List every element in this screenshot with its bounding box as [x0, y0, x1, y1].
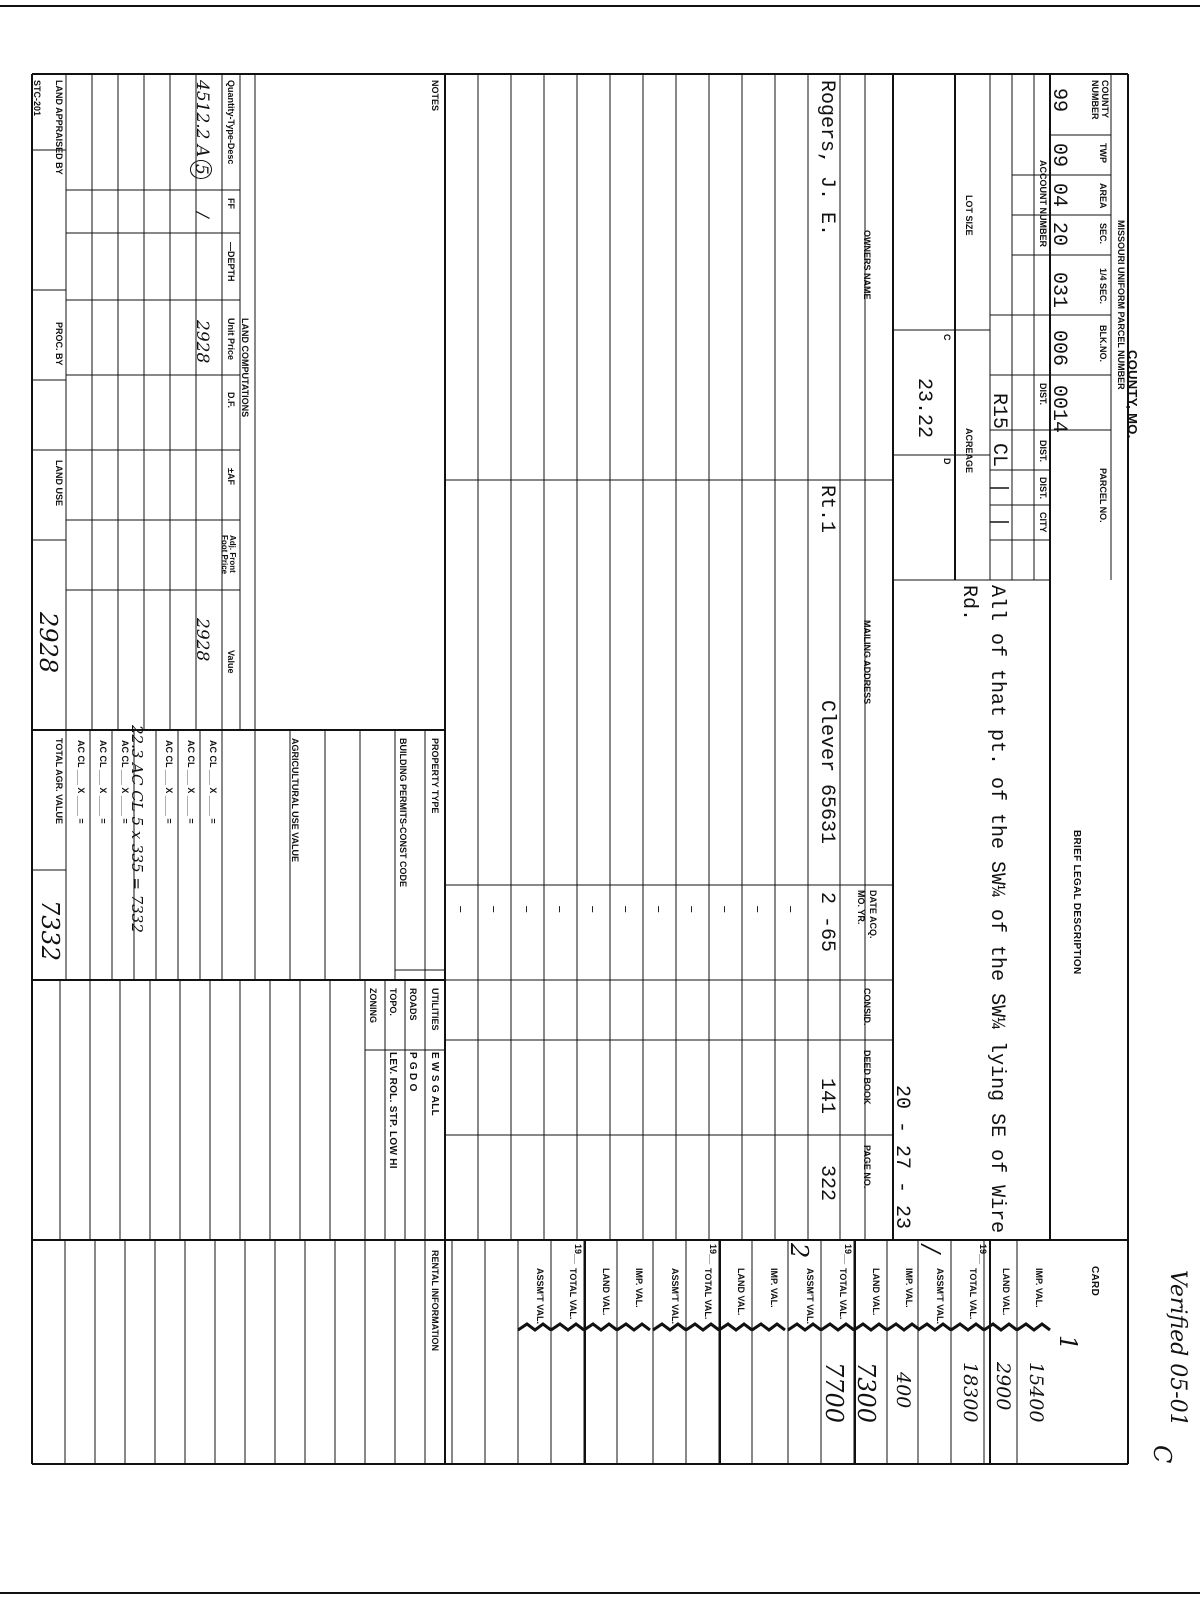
- year-label: 19__: [843, 1244, 853, 1265]
- group1-total-val: 18300: [959, 1362, 981, 1423]
- value-row-label: IMP. VAL.: [1034, 1268, 1044, 1308]
- value-row-label: LAND VAL.: [736, 1268, 746, 1316]
- land-appraised-label: LAND APPRAISED BY: [54, 80, 64, 175]
- group1-mark: /: [917, 1245, 945, 1254]
- date-tick: –: [782, 905, 798, 914]
- county-title: COUNTY, MO.: [1125, 350, 1140, 439]
- dist-value-3: |: [987, 482, 1010, 495]
- land-row1-desc: 4512.2 A: [192, 80, 212, 158]
- roads-options: P G D O: [407, 1052, 418, 1092]
- account-number-label: ACCOUNT NUMBER: [1038, 160, 1048, 247]
- county-number: 99: [1047, 88, 1070, 113]
- legal-description-line2: Rd.: [957, 585, 980, 622]
- value-row-label: LAND VAL.: [871, 1268, 881, 1316]
- zigzag-divider: [653, 1324, 686, 1330]
- ac-cl-line: AC CL ___ X ____ =: [76, 740, 86, 824]
- total-land-value: 2928: [34, 612, 62, 674]
- city-value: |: [987, 516, 1010, 529]
- group1-imp-val: 15400: [1025, 1362, 1047, 1423]
- ac-cl-line: AC CL ___ X ____ =: [208, 740, 218, 824]
- date-tick: –: [485, 905, 501, 914]
- date-acquired: 2 -65: [815, 892, 838, 953]
- rental-label: RENTAL INFORMATION: [430, 1250, 440, 1351]
- uniform-parcel-title: MISSOURI UNIFORM PARCEL NUMBER: [1116, 220, 1126, 390]
- owner-city-zip: Clever 65631: [815, 700, 838, 845]
- margin-corner: C: [1148, 1445, 1176, 1464]
- quarter-sec-number: 031: [1047, 272, 1070, 309]
- ac-cl-line: AC CL ___ X ____ =: [98, 740, 108, 824]
- notes-label: NOTES: [430, 80, 440, 112]
- acreage-value: 23.22: [912, 378, 935, 439]
- topo-options: LEV. ROL. STP. LOW HI: [387, 1052, 398, 1169]
- page-number: 322: [815, 1165, 838, 1202]
- consid-label: CONSID.: [862, 988, 872, 1026]
- owners-name-label: OWNERS NAME: [862, 230, 872, 300]
- zigzag-divider: [719, 1324, 752, 1330]
- total-agr-label: TOTAL AGR. VALUE: [54, 738, 64, 825]
- group2-mark: 2: [785, 1243, 813, 1259]
- corner-d: D: [942, 458, 952, 465]
- date-tick: –: [683, 905, 699, 914]
- value-row-label: TOTAL VAL.: [703, 1268, 713, 1320]
- land-computations-label: LAND COMPUTATIONS: [240, 318, 250, 418]
- total-agr-value: 7332: [36, 900, 64, 962]
- date-tick: –: [551, 905, 567, 914]
- zigzag-divider: [1017, 1324, 1050, 1330]
- zigzag-divider: [821, 1324, 854, 1330]
- ac-cl-line: AC CL ___ X ____ =: [164, 740, 174, 824]
- value-row-label: ASSM'T VAL.: [935, 1268, 945, 1324]
- zigzag-divider: [518, 1324, 551, 1330]
- sec-label: SEC.: [1098, 223, 1108, 245]
- zigzag-divider: [752, 1324, 785, 1330]
- land-row1-unit-price: 2928: [192, 320, 212, 364]
- date-tick: –: [584, 905, 600, 914]
- ac-cl-line: AC CL ___ X ____ =: [120, 740, 130, 824]
- value-row-label: LAND VAL.: [1001, 1268, 1011, 1316]
- date-tick: –: [452, 905, 468, 914]
- dist-value-2: CL: [987, 443, 1010, 468]
- value-row-label: TOTAL VAL.: [838, 1268, 848, 1320]
- af-label: ±AF: [226, 468, 236, 485]
- value-row-label: IMP. VAL.: [904, 1268, 914, 1308]
- zigzag-divider: [918, 1324, 951, 1330]
- blk-number: 006: [1047, 330, 1070, 367]
- date-acq-label: DATE ACQ.: [868, 890, 878, 939]
- zigzag-divider: [984, 1324, 1017, 1330]
- margin-note: Verified 05-01: [1165, 1270, 1190, 1427]
- date-tick: –: [518, 905, 534, 914]
- value-row-label: ASSM'T VAL.: [670, 1268, 680, 1324]
- date-tick: –: [749, 905, 765, 914]
- mo-yr-label: MO. YR.: [856, 890, 866, 925]
- card-number: 1: [1054, 1335, 1082, 1351]
- year-label: 19__: [978, 1244, 988, 1265]
- page-no-label: PAGE NO.: [862, 1145, 872, 1189]
- area-label: AREA: [1098, 183, 1108, 209]
- lot-size-label: LOT SIZE: [964, 195, 974, 236]
- deed-book: 141: [815, 1078, 838, 1115]
- date-tick: –: [716, 905, 732, 914]
- value-row-label: LAND VAL.: [601, 1268, 611, 1316]
- brief-legal-label: BRIEF LEGAL DESCRIPTION: [1071, 830, 1082, 975]
- value-row-label: ASSM'T VAL.: [535, 1268, 545, 1324]
- section-township-range: 20 - 27 - 23: [890, 1085, 913, 1230]
- value-label: Value: [226, 650, 236, 674]
- building-permits-label: BUILDING PERMITS-CONST CODE: [398, 738, 408, 888]
- dist-label-3: DIST.: [1038, 477, 1048, 500]
- deed-book-label: DEED BOOK: [862, 1050, 872, 1105]
- group2-total-val: 7700: [820, 1362, 848, 1424]
- acreage-label: ACREAGE: [964, 428, 974, 474]
- unit-price-label: Unit Price: [226, 318, 236, 361]
- value-row-label: ASSM'T VAL.: [805, 1268, 815, 1324]
- value-row-label: IMP. VAL.: [769, 1268, 779, 1308]
- date-tick: –: [617, 905, 633, 914]
- land-row1-circle: 5: [190, 160, 212, 179]
- date-tick: –: [650, 905, 666, 914]
- year-label: 19__: [573, 1244, 583, 1265]
- group2-land-val: 7300: [852, 1362, 880, 1424]
- city-label: CITY: [1038, 512, 1048, 533]
- land-row1-value: 2928: [192, 618, 212, 662]
- owner-name: Rogers, J. E.: [815, 80, 838, 237]
- zigzag-divider: [686, 1324, 719, 1330]
- form-number: STC-201: [32, 80, 42, 117]
- df-label: D.F.: [226, 392, 236, 409]
- mailing-address-label: MAILING ADDRESS: [862, 620, 872, 705]
- owner-route: Rt.1: [815, 485, 838, 534]
- twp-label: TWP: [1098, 143, 1108, 163]
- adj-front-label: Adj. Front Foot Price: [220, 535, 237, 575]
- sec-number: 20: [1047, 222, 1070, 247]
- ff-label: FF: [226, 198, 236, 209]
- group2-imp-val: 400: [892, 1372, 914, 1409]
- dist-label-1: DIST.: [1038, 383, 1048, 406]
- value-row-label: TOTAL VAL.: [968, 1268, 978, 1320]
- parcel-number: 0014: [1047, 385, 1070, 434]
- land-use-label: LAND USE: [54, 460, 64, 507]
- quarter-sec-label: 1/4 SEC.: [1098, 268, 1108, 305]
- proc-by-label: PROC. BY: [54, 322, 64, 366]
- property-type-label: PROPERTY TYPE: [430, 738, 440, 814]
- county-number-label: COUNTY NUMBER: [1090, 80, 1110, 120]
- zoning-label: ZONING: [368, 988, 378, 1023]
- roads-label: ROADS: [408, 988, 418, 1021]
- blk-label: BLK.NO.: [1098, 325, 1108, 362]
- zigzag-divider: [584, 1324, 617, 1330]
- zigzag-divider: [854, 1324, 887, 1330]
- dist-label-2: DIST.: [1038, 440, 1048, 463]
- topo-label: TOPO.: [388, 988, 398, 1016]
- zigzag-divider: [788, 1324, 821, 1330]
- group1-land-val: 2900: [992, 1362, 1014, 1411]
- year-label: 19__: [708, 1244, 718, 1265]
- dist-value-1: R15: [987, 393, 1010, 430]
- zigzag-divider: [951, 1324, 984, 1330]
- qty-type-desc-label: Quantity-Type-Desc: [226, 80, 236, 165]
- zigzag-divider: [887, 1324, 920, 1330]
- corner-c: C: [942, 334, 952, 341]
- ac-cl-line: AC CL ___ X ____ =: [186, 740, 196, 824]
- legal-description-line1: All of that pt. of the SW¼ of the SW¼ lying SE of Wire: [985, 585, 1008, 1234]
- agricultural-label: AGRICULTURAL USE VALUE: [290, 738, 300, 863]
- value-row-label: TOTAL VAL.: [568, 1268, 578, 1320]
- utilities-label: UTILITIES: [430, 988, 440, 1031]
- zigzag-divider: [617, 1324, 650, 1330]
- zigzag-divider: [551, 1324, 584, 1330]
- area-number: 04: [1047, 183, 1070, 208]
- depth-label: —DEPTH: [226, 242, 236, 282]
- card-label: CARD: [1089, 1266, 1100, 1297]
- utilities-options: E W S G ALL: [429, 1052, 440, 1117]
- land-row1-ff: /: [192, 212, 212, 218]
- twp-number: 09: [1047, 143, 1070, 168]
- parcel-label: PARCEL NO.: [1098, 468, 1108, 523]
- ac-line-entry: 22.3 AC CL 5 x 335 = 7332: [128, 725, 146, 933]
- value-row-label: IMP. VAL.: [634, 1268, 644, 1308]
